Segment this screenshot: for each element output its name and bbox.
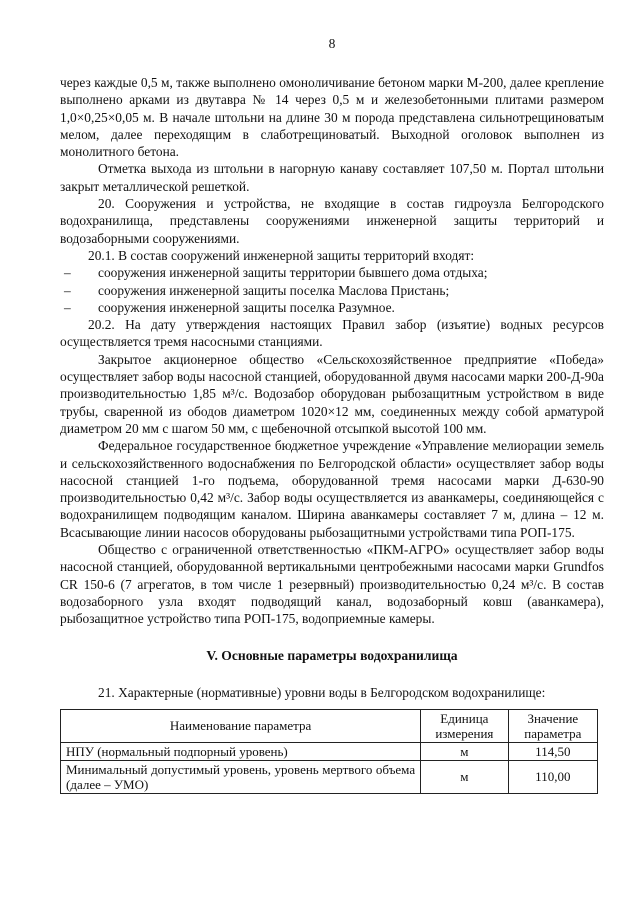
- list-item-text: сооружения инженерной защиты поселка Разумное.: [98, 299, 395, 315]
- list-item-text: сооружения инженерной защиты территории бывшего дома отдыха;: [98, 265, 488, 281]
- list-item: [60, 299, 604, 316]
- paragraph-pobeda: Закрытое акционерное общество «Сельскохозяйственное предприятие «Победа» осуществляет забор воды насосной станцией, оборудованной двумя насосами марки 200-Д-90а производительностью 1,85 м³/с. Водозабор оборудован рыбозащитным устройством в виде трубы, сваренной из ободов диаметром 1020×12 мм, соединенных между собой арматурой диаметром 20 мм с шагом 50 мм, с щебеночной отсыпкой высотой 100 мм.: [60, 351, 604, 436]
- cell-parameter-name: Минимальный допустимый уровень, уровень мертвого объема (далее – УМО): [61, 760, 421, 793]
- list-item: [60, 282, 604, 299]
- page-number: 8: [328, 36, 336, 51]
- paragraph-item-21: 21. Характерные (нормативные) уровни воды в Белгородском водохранилище:: [98, 684, 546, 700]
- table-row: [61, 742, 598, 760]
- dash-marker: –: [64, 265, 71, 281]
- cell-unit: м: [421, 742, 509, 760]
- dash-marker: –: [64, 282, 71, 298]
- cell-value: 110,00: [508, 760, 597, 793]
- cell-value: 114,50: [508, 742, 597, 760]
- paragraph-continuation: через каждые 0,5 м, также выполнено омоноличивание бетоном марки М-200, далее крепление выполнено арками из двутавра № 14 через 0,5 м и железобетонными плитами размером 1,0×0,25×0,05 м. В начале штольни на длине 30 м порода представлена сильнотрещиноватым мелом, далее переходящим в слаботрещиноватый. Выходной оголовок выполнен из монолитного бетона.: [60, 75, 604, 160]
- table-row: [61, 760, 598, 793]
- paragraph-item-20-2: 20.2. На дату утверждения настоящих Правил забор (изъятие) водных ресурсов осуществляется тремя насосными станциями.: [60, 317, 604, 350]
- header-unit: Единица измерения: [421, 709, 509, 742]
- section-title: V. Основные параметры водохранилища: [206, 647, 458, 663]
- protection-structures-list: [60, 264, 604, 316]
- paragraph-pkm-agro: Общество с ограниченной ответственностью «ПКМ-АГРО» осуществляет забор воды насосной станцией, оборудованной вертикальными центробежными насосами марки Grundfos CR 150-6 (7 агрегатов, в том числе 1 резервный) производительностью 0,24 м³/с. В состав водозаборного узла входят подводящий канал, водозаборный ковш (аванкамера), рыбозащитное устройство типа РОП-175, водоприемные камеры.: [60, 542, 604, 627]
- paragraph-exit-mark: Отметка выхода из штольни в нагорную канаву составляет 107,50 м. Портал штольни закрыт металлической решеткой.: [60, 161, 604, 194]
- cell-unit: м: [421, 760, 509, 793]
- header-parameter-name: Наименование параметра: [61, 709, 421, 742]
- paragraph-item-20-1: 20.1. В состав сооружений инженерной защиты территорий входят:: [88, 247, 475, 263]
- table-header-row: [61, 709, 598, 742]
- dash-marker: –: [64, 299, 71, 315]
- paragraph-melioration: Федеральное государственное бюджетное учреждение «Управление мелиорации земель и сельскохозяйственного водоснабжения по Белгородской области» осуществляет забор воды насосной станцией 1-го подъема, оборудованной тремя насосами марки Д-630-90 производительностью 0,42 м³/с. Забор воды осуществляется из аванкамеры, соединяющейся с водохранилищем подводящим каналом. Ширина аванкамеры составляет 7 м, длина – 12 м. Всасывающие линии насосов оборудованы рыбозащитными устройствами типа РОП-175.: [60, 438, 604, 540]
- parameters-table: [60, 709, 598, 794]
- cell-parameter-name: НПУ (нормальный подпорный уровень): [61, 742, 421, 760]
- header-value: Значение параметра: [508, 709, 597, 742]
- paragraph-item-20: 20. Сооружения и устройства, не входящие в состав гидроузла Белгородского водохранилища, представлены сооружениями инженерной защиты территорий и водозаборными сооружениями.: [60, 196, 604, 246]
- list-item: [60, 264, 604, 281]
- list-item-text: сооружения инженерной защиты поселка Маслова Пристань;: [98, 282, 450, 298]
